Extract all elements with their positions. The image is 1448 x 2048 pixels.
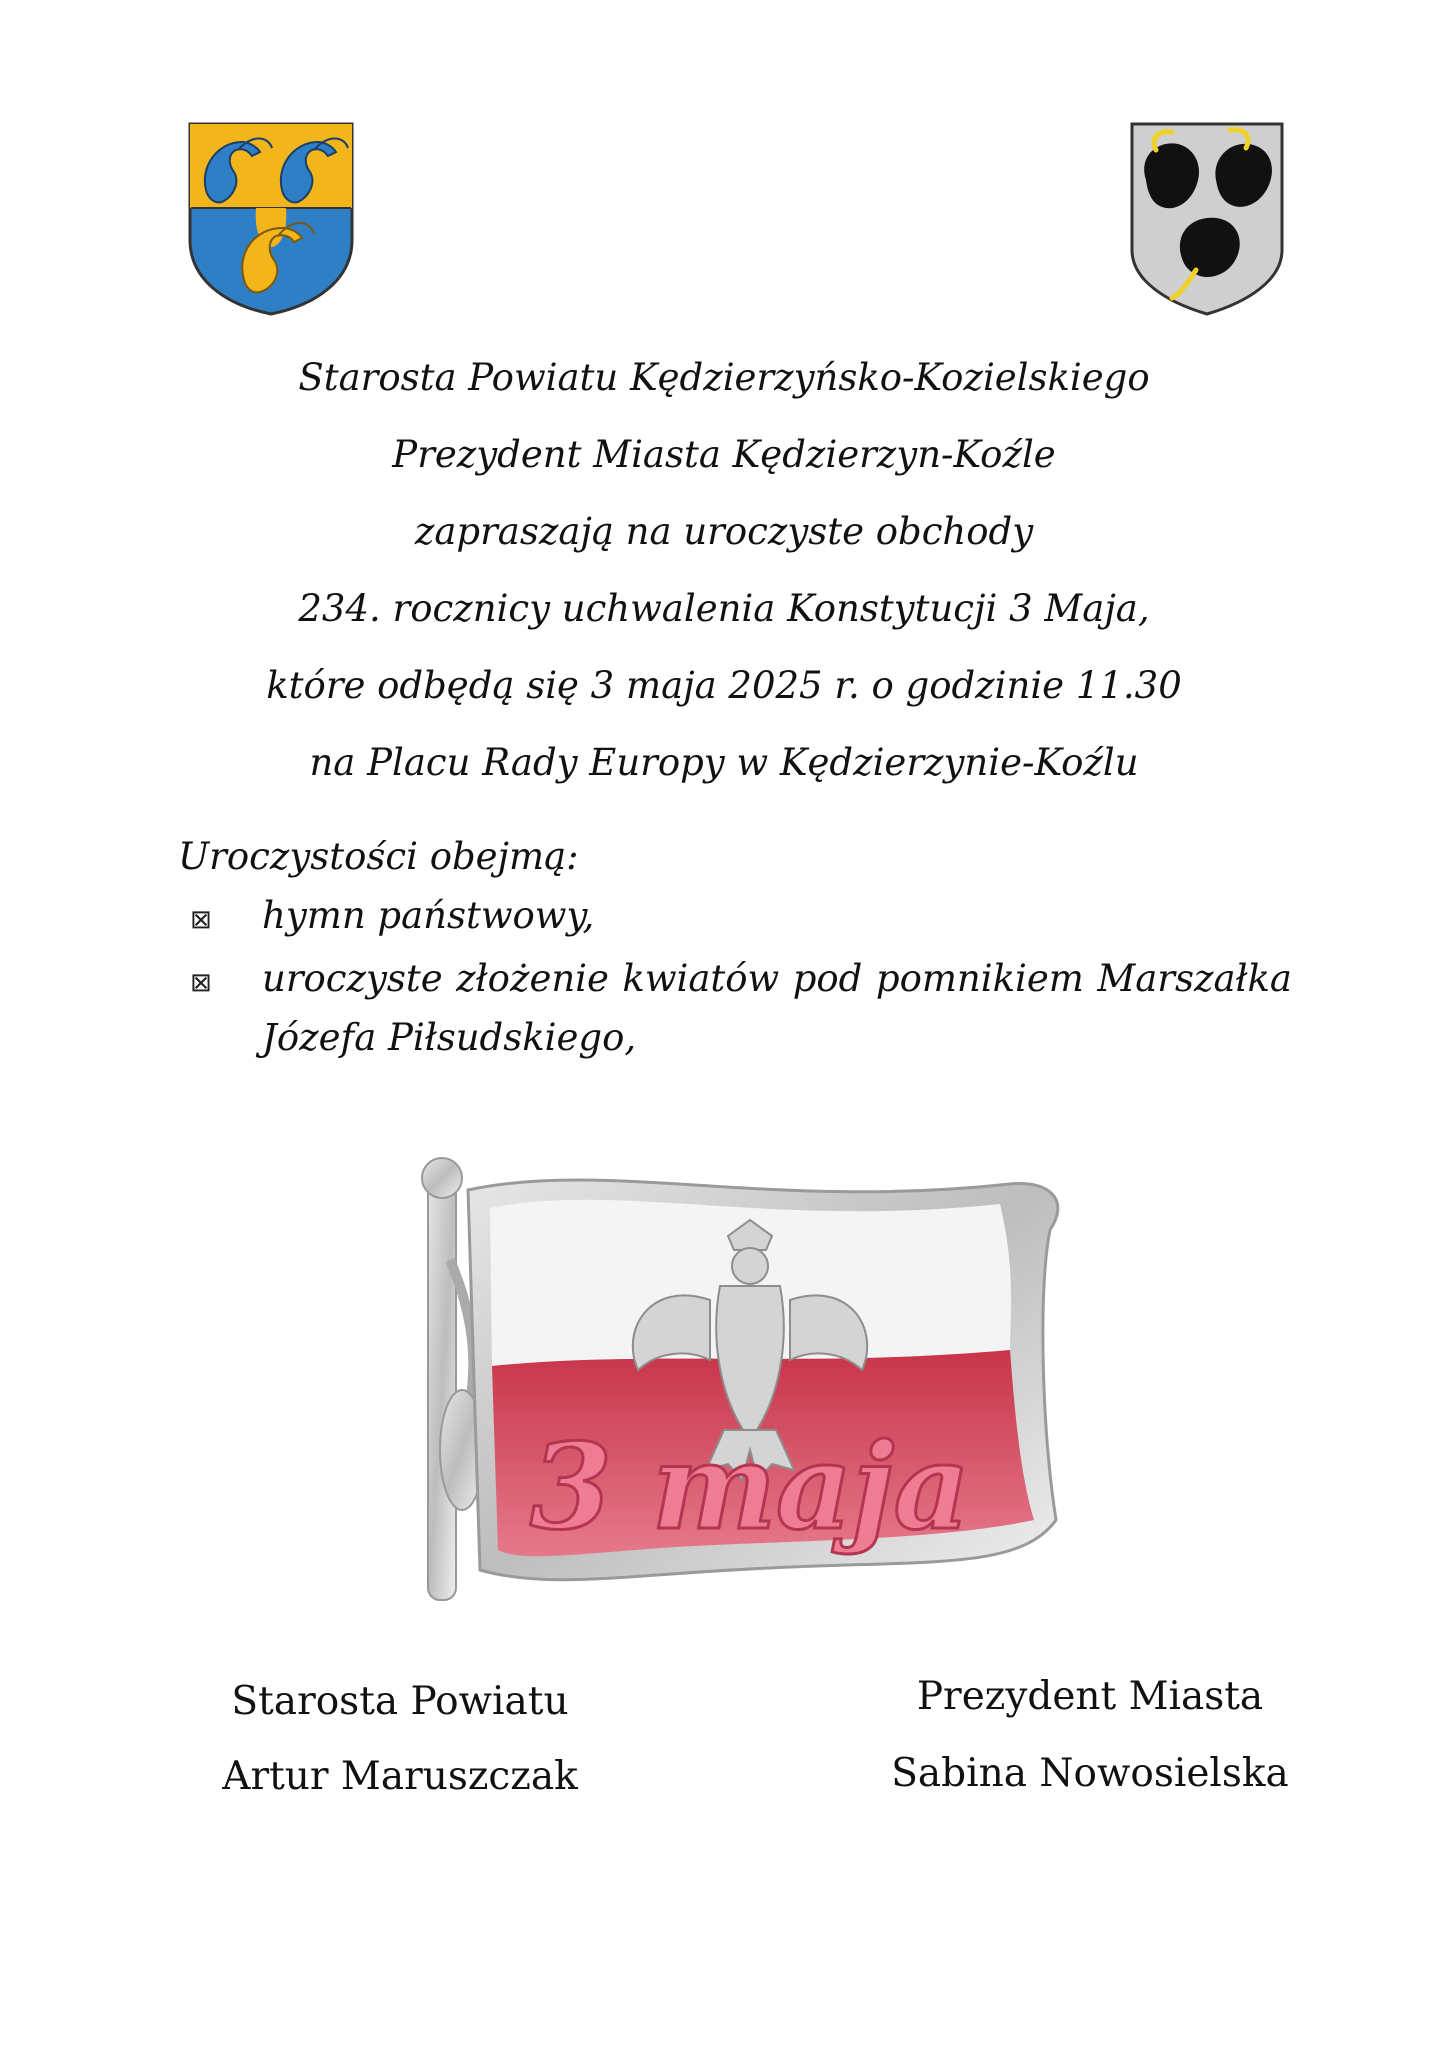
signature-left-title: Starosta Powiatu bbox=[231, 1679, 569, 1724]
header-line-prezydent: Prezydent Miasta Kędzierzyn-Koźle bbox=[392, 433, 1056, 476]
header-line-anniversary: 234. rocznicy uchwalenia Konstytucji 3 Maja, bbox=[298, 587, 1150, 630]
header-line-date-time: które odbędą się 3 maja 2025 r. o godzinie 11.30 bbox=[266, 664, 1182, 707]
bullet-icon: ⊠ bbox=[190, 905, 212, 935]
header-line-location: na Placu Rady Europy w Kędzierzynie-Koźlu bbox=[309, 741, 1139, 784]
county-crest-icon bbox=[186, 120, 356, 316]
3-maja-flag-emblem bbox=[410, 1150, 1090, 1620]
program-item-anthem: hymn państwowy, bbox=[262, 894, 595, 937]
program-item-flowers: uroczyste złożenie kwiatów pod pomnikiem Marszałka bbox=[262, 957, 1292, 1000]
signature-right-title: Prezydent Miasta bbox=[916, 1674, 1264, 1719]
3-maja-emblem-text: 3 maja bbox=[530, 1417, 970, 1556]
header-line-starosta: Starosta Powiatu Kędzierzyńsko-Kozielskiego bbox=[298, 356, 1150, 399]
program-intro: Uroczystości obejmą: bbox=[178, 835, 579, 878]
signature-right-name: Sabina Nowosielska bbox=[891, 1751, 1289, 1796]
header-line-invite: zapraszają na uroczyste obchody bbox=[414, 510, 1034, 553]
signature-left-name: Artur Maruszczak bbox=[222, 1754, 578, 1799]
city-crest-icon bbox=[1128, 120, 1286, 318]
program-item-flowers-cont: Józefa Piłsudskiego, bbox=[262, 1016, 637, 1059]
bullet-icon: ⊠ bbox=[190, 968, 212, 998]
